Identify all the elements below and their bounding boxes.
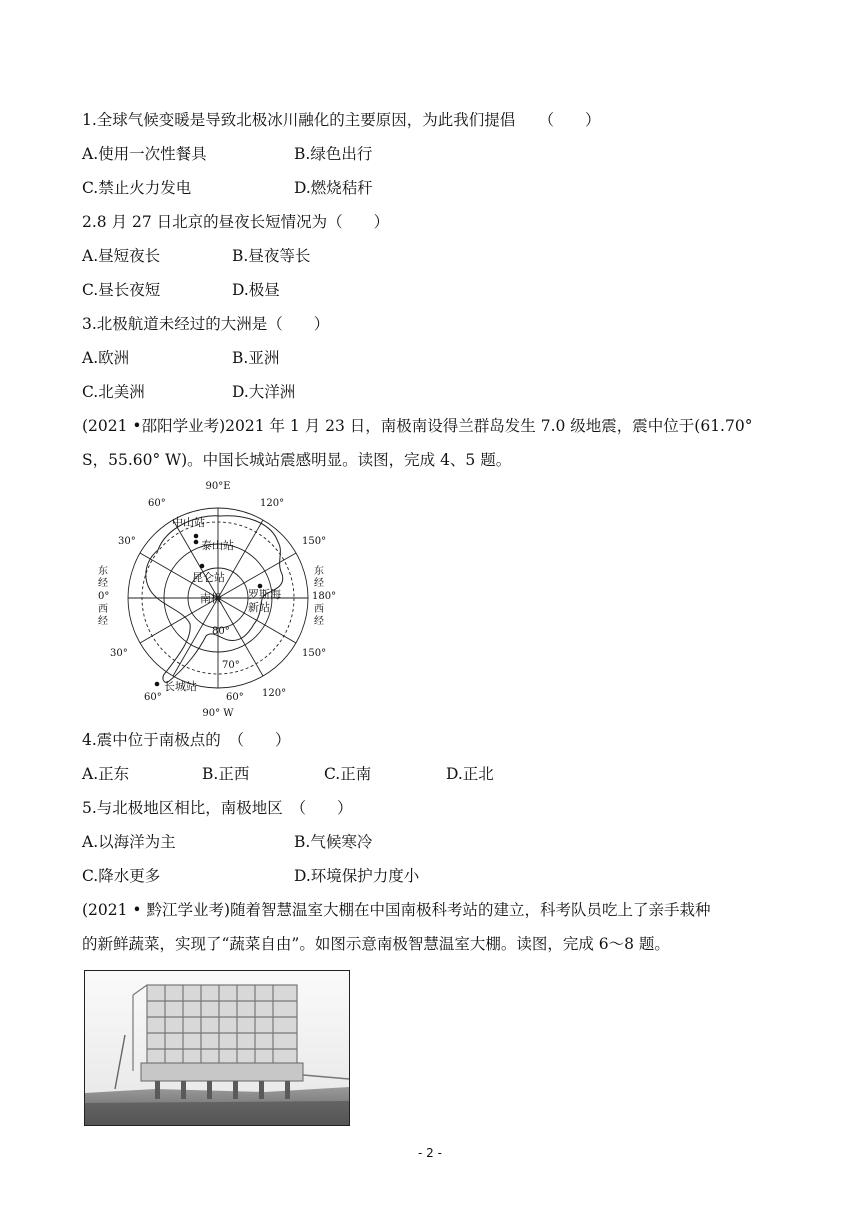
label-taishan-station: 泰山站: [201, 539, 234, 552]
label-left-zero: 0°: [98, 591, 110, 602]
q3-option-b: B.亚洲: [232, 349, 280, 367]
label-120-tr: 120°: [260, 498, 285, 509]
q1-option-c: C.禁止火力发电: [82, 179, 192, 197]
page-number: - 2 -: [418, 1146, 442, 1160]
label-120-br: 120°: [262, 688, 287, 699]
label-south-pole: 南极: [200, 592, 222, 605]
label-zhongshan-station: 中山站: [172, 516, 205, 529]
greenhouse-illustration: [85, 971, 349, 1125]
label-changcheng-station: 长城站: [164, 680, 197, 693]
label-60-bl: 60°: [144, 692, 162, 703]
label-150-br: 150°: [302, 648, 327, 659]
label-kunlun-station: 昆仑站: [192, 571, 225, 584]
q4-option-d: D.正北: [446, 765, 494, 783]
q5-option-d: D.环境保护力度小: [294, 867, 420, 885]
q1-option-d: D.燃烧秸秆: [294, 179, 373, 197]
label-30-left: 30°: [118, 536, 136, 547]
label-right-east-1: 东: [314, 566, 324, 577]
label-right-west-1: 西: [314, 604, 324, 615]
q4-option-c: C.正南: [324, 765, 372, 783]
q5-option-c: C.降水更多: [82, 867, 161, 885]
label-left-east-1: 东: [98, 566, 108, 577]
passage-1-line-1: (2021 •邵阳学业考)2021 年 1 月 23 日，南极南设得兰群岛发生 7.0 级地震，震中位于(61.70°: [82, 417, 753, 435]
question-1-stem: 1.全球气候变暖是导致北极冰川融化的主要原因，为此我们提倡 （ ）: [82, 111, 601, 129]
q1-option-a: A.使用一次性餐具: [82, 145, 207, 163]
passage-1-line-2: S，55.60° W)。中国长城站震感明显。读图，完成 4、5 题。: [82, 451, 512, 469]
q2-option-d: D.极昼: [232, 281, 280, 299]
label-right-180: 180°: [312, 591, 337, 602]
question-5-stem: 5.与北极地区相比，南极地区 （ ）: [82, 799, 353, 817]
label-left-east-2: 经: [98, 578, 108, 589]
q3-option-a: A.欧洲: [82, 349, 130, 367]
label-right-west-2: 经: [314, 616, 324, 627]
label-right-east-2: 经: [314, 578, 324, 589]
label-90e: 90°E: [205, 481, 231, 492]
q2-option-a: A.昼短夜长: [82, 247, 161, 265]
passage-2-line-1: (2021 • 黔江学业考)随着智慧温室大棚在中国南极科考站的建立，科考队员吃上了亲手栽种: [82, 901, 711, 919]
question-3-stem: 3.北极航道未经过的大洲是（ ）: [82, 315, 330, 333]
q1-option-b: B.绿色出行: [294, 145, 373, 163]
question-4-stem: 4.震中位于南极点的 （ ）: [82, 731, 291, 749]
q3-option-d: D.大洋洲: [232, 383, 296, 401]
q4-option-a: A.正东: [82, 765, 130, 783]
changcheng-station-dot: [155, 682, 160, 687]
label-90w: 90° W: [202, 708, 234, 718]
label-rossea-1: 罗斯海: [248, 588, 281, 601]
taishan-station-dot: [194, 540, 199, 545]
q5-option-b: B.气候寒冷: [294, 833, 373, 851]
passage-2-line-2: 的新鲜蔬菜，实现了“蔬菜自由”。如图示意南极智慧温室大棚。读图，完成 6～8 题。: [82, 935, 670, 953]
label-lat-70: 70°: [222, 660, 240, 671]
label-60-tl: 60°: [148, 498, 166, 509]
label-left-west-1: 西: [98, 604, 108, 615]
q4-option-b: B.正西: [202, 765, 250, 783]
greenhouse-photo: [84, 970, 350, 1126]
label-30-bl: 30°: [110, 648, 128, 659]
label-left-west-2: 经: [98, 616, 108, 627]
zhongshan-station-dot: [194, 534, 199, 539]
label-rossea-2: 新站: [248, 601, 270, 614]
antarctic-polar-map: [88, 478, 348, 718]
label-60-b: 60°: [226, 692, 244, 703]
q2-option-b: B.昼夜等长: [232, 247, 311, 265]
q2-option-c: C.昼长夜短: [82, 281, 161, 299]
question-2-stem: 2.8 月 27 日北京的昼夜长短情况为（ ）: [82, 213, 390, 231]
label-150-right: 150°: [302, 536, 327, 547]
q3-option-c: C.北美洲: [82, 383, 145, 401]
label-lat-80: 80°: [212, 626, 230, 637]
kunlun-station-dot: [200, 564, 205, 569]
q5-option-a: A.以海洋为主: [82, 833, 176, 851]
